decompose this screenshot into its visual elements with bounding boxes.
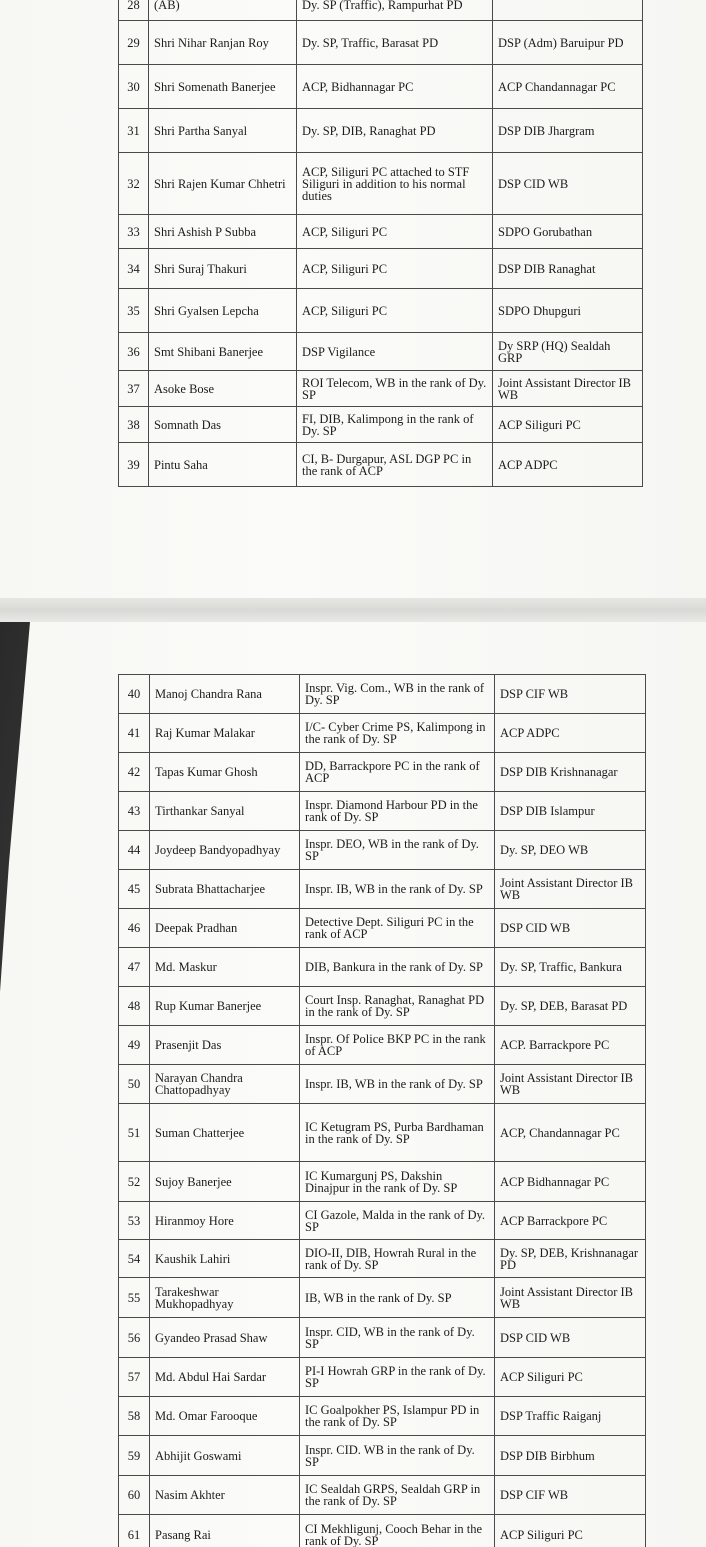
new-posting-cell: ACP ADPC <box>495 714 646 753</box>
present-posting-cell: CI, B- Durgapur, ASL DGP PC in the rank of ACP <box>297 443 493 487</box>
officer-name-cell: Smt Shibani Banerjee <box>149 333 297 371</box>
present-posting-cell: IC Kumargunj PS, Dakshin Dinajpur in the rank of Dy. SP <box>300 1162 495 1202</box>
table-row <box>119 407 643 443</box>
officer-name-cell: Gyandeo Prasad Shaw <box>150 1318 300 1358</box>
table-row <box>119 0 643 21</box>
present-posting-cell: Dy. SP, DIB, Ranaghat PD <box>297 109 493 153</box>
table-row <box>119 948 646 987</box>
table-row <box>119 1436 646 1476</box>
present-posting-cell: Inspr. DEO, WB in the rank of Dy. SP <box>300 831 495 870</box>
present-posting-cell: IB, WB in the rank of Dy. SP <box>300 1278 495 1318</box>
new-posting-cell: DSP DIB Birbhum <box>495 1436 646 1476</box>
new-posting-cell: Joint Assistant Director IB WB <box>495 1065 646 1104</box>
officer-name-cell: Sujoy Banerjee <box>150 1162 300 1202</box>
present-posting-cell: IC Goalpokher PS, Islampur PD in the rank of Dy. SP <box>300 1397 495 1436</box>
table-row <box>119 1397 646 1436</box>
table-row <box>119 1515 646 1547</box>
present-posting-cell: IC Ketugram PS, Purba Bardhaman in the rank of Dy. SP <box>300 1104 495 1162</box>
serial-number-cell: 33 <box>119 215 149 249</box>
officer-name-cell: Tapas Kumar Ghosh <box>150 753 300 792</box>
officer-name-cell: Joydeep Bandyopadhyay <box>150 831 300 870</box>
table-row <box>119 1476 646 1515</box>
present-posting-cell: CI Mekhligunj, Cooch Behar in the rank of Dy. SP <box>300 1515 495 1547</box>
table-row <box>119 870 646 909</box>
officer-name-cell: Shri Suraj Thakuri <box>149 249 297 289</box>
new-posting-cell: DSP DIB Jhargram <box>493 109 643 153</box>
new-posting-cell: ACP Siliguri PC <box>495 1515 646 1547</box>
present-posting-cell: ACP, Siliguri PC attached to STF Siliguri in addition to his normal duties <box>297 153 493 215</box>
serial-number-cell: 58 <box>119 1397 150 1436</box>
table-row <box>119 987 646 1026</box>
table-row <box>119 371 643 407</box>
present-posting-cell: Detective Dept. Siliguri PC in the rank of ACP <box>300 909 495 948</box>
present-posting-cell: Inspr. CID. WB in the rank of Dy. SP <box>300 1436 495 1476</box>
new-posting-cell: ACP ADPC <box>493 443 643 487</box>
new-posting-cell: ACP, Chandannagar PC <box>495 1104 646 1162</box>
table-row <box>119 333 643 371</box>
new-posting-cell: ACP Siliguri PC <box>495 1358 646 1397</box>
serial-number-cell: 54 <box>119 1240 150 1278</box>
present-posting-cell: ACP, Siliguri PC <box>297 215 493 249</box>
serial-number-cell: 55 <box>119 1278 150 1318</box>
table-row <box>119 792 646 831</box>
serial-number-cell: 29 <box>119 21 149 65</box>
officer-name-cell: Md. Omar Farooque <box>150 1397 300 1436</box>
present-posting-cell: Inspr. CID, WB in the rank of Dy. SP <box>300 1318 495 1358</box>
present-posting-cell: FI, DIB, Kalimpong in the rank of Dy. SP <box>297 407 493 443</box>
new-posting-cell: DSP CIF WB <box>495 1476 646 1515</box>
table-row <box>119 1240 646 1278</box>
officer-name-cell: Subrata Bhattacharjee <box>150 870 300 909</box>
officer-name-cell: Md. Abdul Hai Sardar <box>150 1358 300 1397</box>
serial-number-cell: 41 <box>119 714 150 753</box>
present-posting-cell: ACP, Bidhannagar PC <box>297 65 493 109</box>
serial-number-cell: 56 <box>119 1318 150 1358</box>
serial-number-cell: 59 <box>119 1436 150 1476</box>
table-row <box>119 714 646 753</box>
present-posting-cell: CI Gazole, Malda in the rank of Dy. SP <box>300 1202 495 1240</box>
serial-number-cell: 46 <box>119 909 150 948</box>
serial-number-cell: 52 <box>119 1162 150 1202</box>
transfer-table-page-2 <box>118 674 646 1547</box>
serial-number-cell: 36 <box>119 333 149 371</box>
new-posting-cell <box>493 0 643 21</box>
new-posting-cell: Dy. SP, DEB, Barasat PD <box>495 987 646 1026</box>
table-row <box>119 249 643 289</box>
serial-number-cell: 40 <box>119 675 150 714</box>
table-row <box>119 153 643 215</box>
present-posting-cell: ROI Telecom, WB in the rank of Dy. SP <box>297 371 493 407</box>
table-row <box>119 1202 646 1240</box>
new-posting-cell: Dy SRP (HQ) Sealdah GRP <box>493 333 643 371</box>
table-row <box>119 443 643 487</box>
new-posting-cell: DSP DIB Islampur <box>495 792 646 831</box>
table-row <box>119 1065 646 1104</box>
new-posting-cell: ACP Bidhannagar PC <box>495 1162 646 1202</box>
present-posting-cell: Inspr. IB, WB in the rank of Dy. SP <box>300 1065 495 1104</box>
serial-number-cell: 51 <box>119 1104 150 1162</box>
serial-number-cell: 32 <box>119 153 149 215</box>
table-row <box>119 21 643 65</box>
serial-number-cell: 44 <box>119 831 150 870</box>
present-posting-cell: Inspr. IB, WB in the rank of Dy. SP <box>300 870 495 909</box>
table-row <box>119 1162 646 1202</box>
present-posting-cell: DIB, Bankura in the rank of Dy. SP <box>300 948 495 987</box>
present-posting-cell: PI-I Howrah GRP in the rank of Dy. SP <box>300 1358 495 1397</box>
officer-name-cell: Nasim Akhter <box>150 1476 300 1515</box>
present-posting-cell: IC Sealdah GRPS, Sealdah GRP in the rank of Dy. SP <box>300 1476 495 1515</box>
serial-number-cell: 35 <box>119 289 149 333</box>
serial-number-cell: 30 <box>119 65 149 109</box>
officer-name-cell: Shri Gyalsen Lepcha <box>149 289 297 333</box>
table-row <box>119 1318 646 1358</box>
serial-number-cell: 57 <box>119 1358 150 1397</box>
new-posting-cell: Dy. SP, Traffic, Bankura <box>495 948 646 987</box>
officer-name-cell: Shri Partha Sanyal <box>149 109 297 153</box>
serial-number-cell: 48 <box>119 987 150 1026</box>
officer-name-cell: Shri Rajen Kumar Chhetri <box>149 153 297 215</box>
officer-name-cell: Tirthankar Sanyal <box>150 792 300 831</box>
serial-number-cell: 61 <box>119 1515 150 1547</box>
present-posting-cell: Dy. SP (Traffic), Rampurhat PD <box>297 0 493 21</box>
table-row <box>119 215 643 249</box>
present-posting-cell: Court Insp. Ranaghat, Ranaghat PD in the rank of Dy. SP <box>300 987 495 1026</box>
new-posting-cell: DSP DIB Ranaghat <box>493 249 643 289</box>
officer-name-cell: (AB) <box>149 0 297 21</box>
present-posting-cell: DIO-II, DIB, Howrah Rural in the rank of Dy. SP <box>300 1240 495 1278</box>
serial-number-cell: 31 <box>119 109 149 153</box>
new-posting-cell: DSP CID WB <box>495 909 646 948</box>
officer-name-cell: Shri Nihar Ranjan Roy <box>149 21 297 65</box>
new-posting-cell: Joint Assistant Director IB WB <box>493 371 643 407</box>
present-posting-cell: Inspr. Of Police BKP PC in the rank of ACP <box>300 1026 495 1065</box>
table-row <box>119 1026 646 1065</box>
new-posting-cell: SDPO Dhupguri <box>493 289 643 333</box>
new-posting-cell: DSP DIB Krishnanagar <box>495 753 646 792</box>
serial-number-cell: 28 <box>119 0 149 21</box>
serial-number-cell: 50 <box>119 1065 150 1104</box>
officer-name-cell: Md. Maskur <box>150 948 300 987</box>
officer-name-cell: Pintu Saha <box>149 443 297 487</box>
officer-name-cell: Manoj Chandra Rana <box>150 675 300 714</box>
officer-name-cell: Somnath Das <box>149 407 297 443</box>
new-posting-cell: SDPO Gorubathan <box>493 215 643 249</box>
new-posting-cell: DSP CIF WB <box>495 675 646 714</box>
table-row <box>119 753 646 792</box>
officer-name-cell: Abhijit Goswami <box>150 1436 300 1476</box>
transfer-table-page-1 <box>118 0 643 487</box>
officer-name-cell: Shri Ashish P Subba <box>149 215 297 249</box>
present-posting-cell: I/C- Cyber Crime PS, Kalimpong in the rank of Dy. SP <box>300 714 495 753</box>
new-posting-cell: ACP Barrackpore PC <box>495 1202 646 1240</box>
serial-number-cell: 43 <box>119 792 150 831</box>
present-posting-cell: Inspr. Diamond Harbour PD in the rank of Dy. SP <box>300 792 495 831</box>
officer-name-cell: Narayan Chandra Chattopadhyay <box>150 1065 300 1104</box>
table-row <box>119 909 646 948</box>
new-posting-cell: Joint Assistant Director IB WB <box>495 1278 646 1318</box>
new-posting-cell: ACP. Barrackpore PC <box>495 1026 646 1065</box>
table-row <box>119 65 643 109</box>
serial-number-cell: 37 <box>119 371 149 407</box>
table-row <box>119 1358 646 1397</box>
new-posting-cell: DSP (Adm) Baruipur PD <box>493 21 643 65</box>
page-separator <box>0 598 706 622</box>
officer-name-cell: Suman Chatterjee <box>150 1104 300 1162</box>
present-posting-cell: Inspr. Vig. Com., WB in the rank of Dy. SP <box>300 675 495 714</box>
new-posting-cell: Dy. SP, DEB, Krishnanagar PD <box>495 1240 646 1278</box>
officer-name-cell: Kaushik Lahiri <box>150 1240 300 1278</box>
document-page-2 <box>0 622 706 1547</box>
serial-number-cell: 34 <box>119 249 149 289</box>
present-posting-cell: DD, Barrackpore PC in the rank of ACP <box>300 753 495 792</box>
serial-number-cell: 53 <box>119 1202 150 1240</box>
page-shadow <box>0 622 50 1547</box>
present-posting-cell: Dy. SP, Traffic, Barasat PD <box>297 21 493 65</box>
serial-number-cell: 47 <box>119 948 150 987</box>
table-row <box>119 289 643 333</box>
officer-name-cell: Shri Somenath Banerjee <box>149 65 297 109</box>
new-posting-cell: DSP CID WB <box>495 1318 646 1358</box>
officer-name-cell: Raj Kumar Malakar <box>150 714 300 753</box>
new-posting-cell: ACP Siliguri PC <box>493 407 643 443</box>
serial-number-cell: 60 <box>119 1476 150 1515</box>
present-posting-cell: ACP, Siliguri PC <box>297 289 493 333</box>
new-posting-cell: Dy. SP, DEO WB <box>495 831 646 870</box>
serial-number-cell: 42 <box>119 753 150 792</box>
officer-name-cell: Prasenjit Das <box>150 1026 300 1065</box>
officer-name-cell: Tarakeshwar Mukhopadhyay <box>150 1278 300 1318</box>
serial-number-cell: 49 <box>119 1026 150 1065</box>
present-posting-cell: DSP Vigilance <box>297 333 493 371</box>
new-posting-cell: Joint Assistant Director IB WB <box>495 870 646 909</box>
officer-name-cell: Rup Kumar Banerjee <box>150 987 300 1026</box>
document-page-1 <box>0 0 706 598</box>
officer-name-cell: Pasang Rai <box>150 1515 300 1547</box>
new-posting-cell: ACP Chandannagar PC <box>493 65 643 109</box>
new-posting-cell: DSP Traffic Raiganj <box>495 1397 646 1436</box>
serial-number-cell: 45 <box>119 870 150 909</box>
officer-name-cell: Asoke Bose <box>149 371 297 407</box>
present-posting-cell: ACP, Siliguri PC <box>297 249 493 289</box>
officer-name-cell: Hiranmoy Hore <box>150 1202 300 1240</box>
table-row <box>119 831 646 870</box>
table-row <box>119 675 646 714</box>
table-row <box>119 1104 646 1162</box>
officer-name-cell: Deepak Pradhan <box>150 909 300 948</box>
new-posting-cell: DSP CID WB <box>493 153 643 215</box>
serial-number-cell: 39 <box>119 443 149 487</box>
serial-number-cell: 38 <box>119 407 149 443</box>
table-row <box>119 1278 646 1318</box>
table-row <box>119 109 643 153</box>
